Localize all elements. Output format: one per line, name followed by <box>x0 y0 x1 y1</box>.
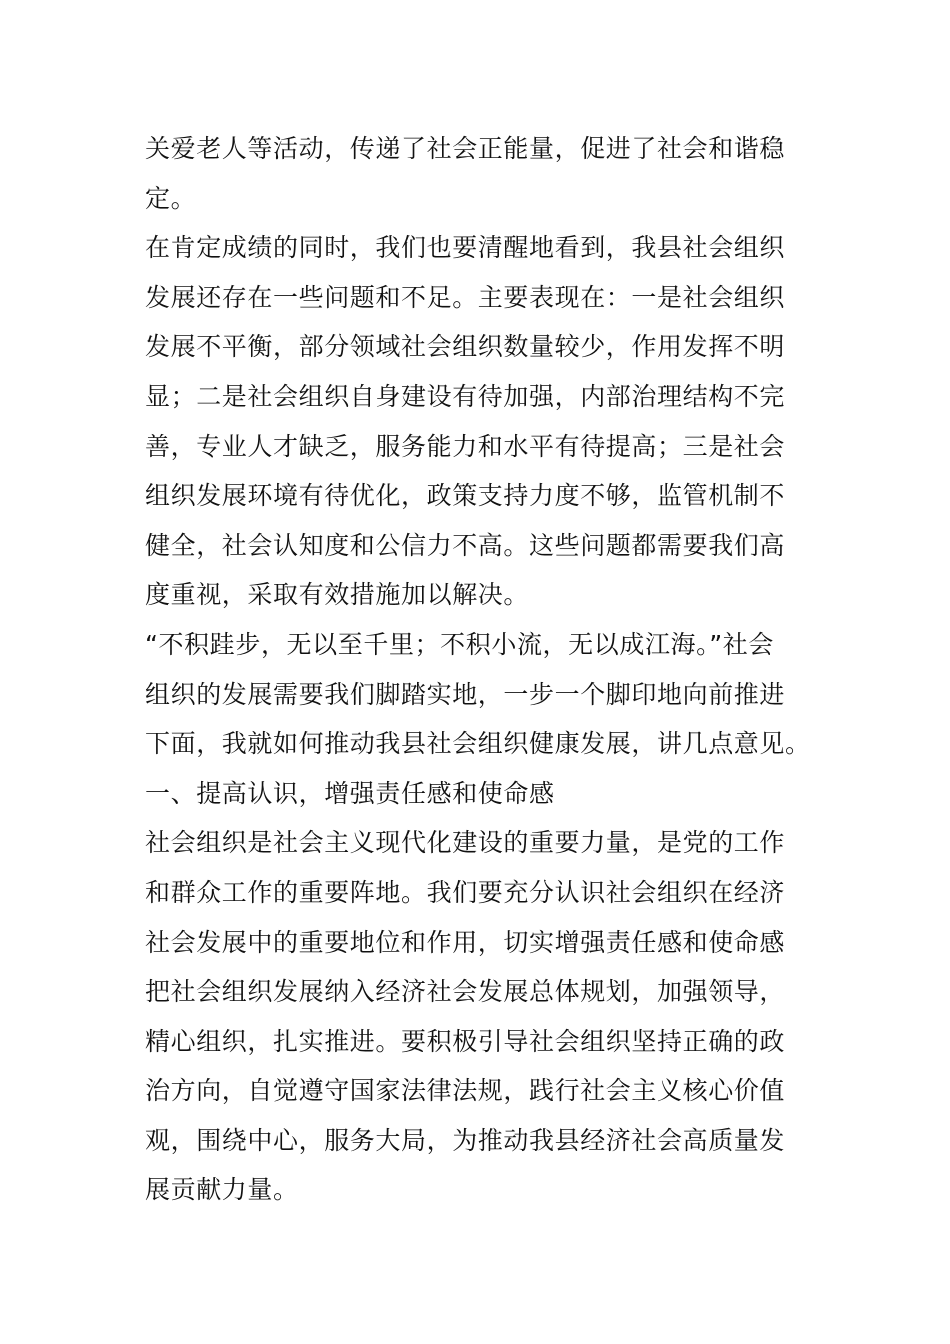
text-line: 善，专业人才缺乏，服务能力和水平有待提高；三是社会 <box>145 431 786 461</box>
text-line: 组织发展环境有待优化，政策支持力度不够，监管机制不 <box>145 481 786 511</box>
text-line: 展贡献力量。 <box>145 1175 299 1205</box>
text-line: “不积跬步，无以至千里；不积小流，无以成江海。”社会 <box>145 629 775 659</box>
text-line: 显；二是社会组织自身建设有待加强，内部治理结构不完 <box>145 381 786 411</box>
text-line: 度重视，采取有效措施加以解决。 <box>145 580 530 610</box>
text-line: 观，围绕中心，服务大局，为推动我县经济社会高质量发 <box>145 1125 786 1155</box>
text-line: 关爱老人等活动，传递了社会正能量，促进了社会和谐稳 <box>145 134 786 163</box>
text-line: 健全，社会认知度和公信力不高。这些问题都需要我们高 <box>145 530 786 560</box>
text-line: 把社会组织发展纳入经济社会发展总体规划，加强领导， <box>145 977 786 1007</box>
text-line: 在肯定成绩的同时，我们也要清醒地看到，我县社会组织 <box>145 233 786 263</box>
text-line: 下面，我就如何推动我县社会组织健康发展，讲几点意见。 <box>145 729 811 759</box>
text-line: 组织的发展需要我们脚踏实地，一步一个脚印地向前推进 <box>145 679 786 709</box>
text-line: 定。 <box>145 183 197 213</box>
text-line: 发展还存在一些问题和不足。主要表现在：一是社会组织 <box>145 282 786 312</box>
section-heading: 一、提高认识，增强责任感和使命感 <box>145 778 555 808</box>
text-line: 发展不平衡，部分领域社会组织数量较少，作用发挥不明 <box>145 332 786 362</box>
document-body <box>145 124 810 1215</box>
text-line: 精心组织，扎实推进。要积极引导社会组织坚持正确的政 <box>145 1026 786 1056</box>
text-line: 社会发展中的重要地位和作用，切实增强责任感和使命感 <box>145 927 786 957</box>
text-line: 治方向，自觉遵守国家法律法规，践行社会主义核心价值 <box>145 1076 786 1106</box>
text-line: 和群众工作的重要阵地。我们要充分认识社会组织在经济 <box>145 877 786 907</box>
text-line: 社会组织是社会主义现代化建设的重要力量，是党的工作 <box>145 828 786 858</box>
